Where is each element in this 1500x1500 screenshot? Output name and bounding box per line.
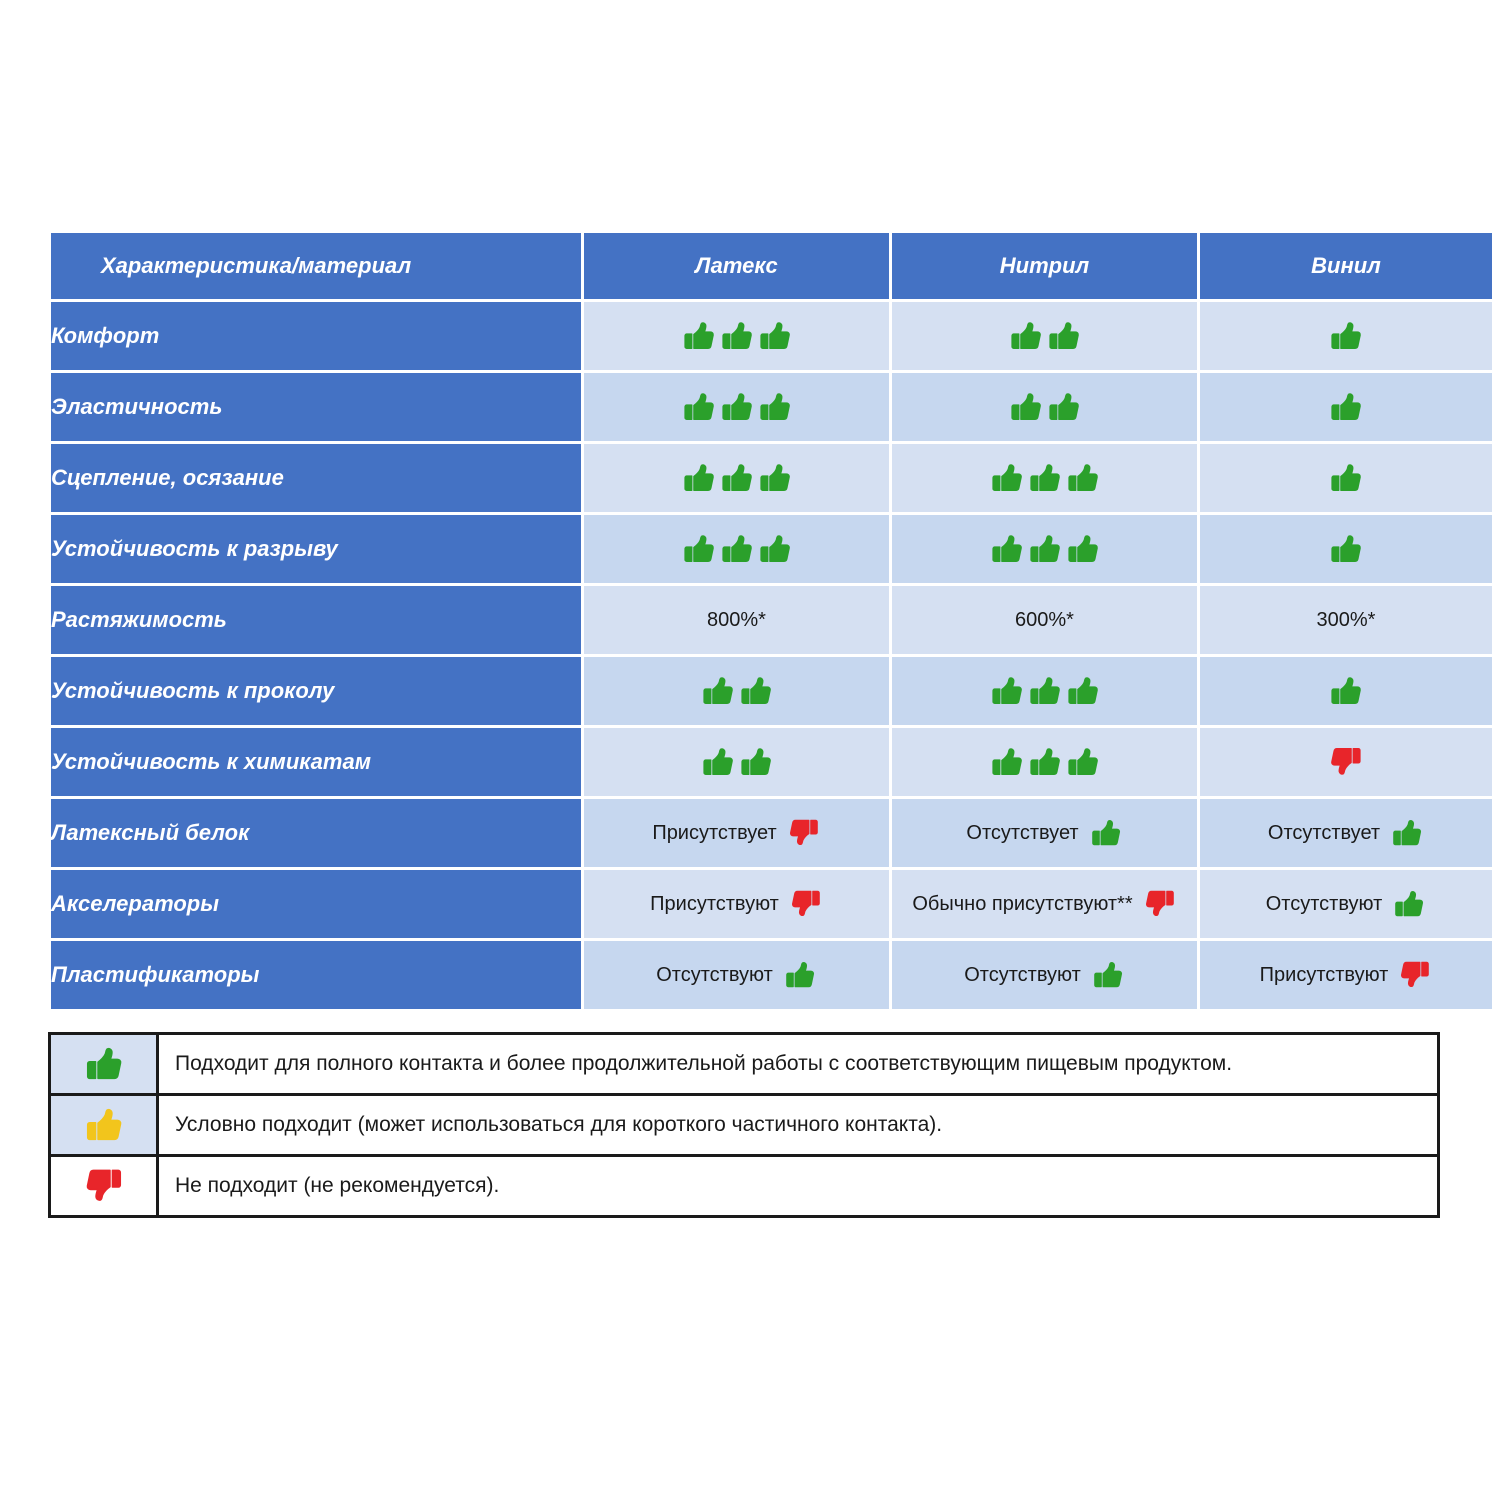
cell-r5-c2 (1200, 657, 1492, 725)
thumb-up-green-icon (1027, 460, 1063, 496)
row-label: Эластичность (51, 373, 581, 441)
row-label: Латексный белок (51, 799, 581, 867)
cell-value: 800%* (707, 608, 766, 631)
cell-r8-c2 (1200, 870, 1492, 938)
row-label: Комфорт (51, 302, 581, 370)
thumb-up-green-icon (757, 531, 793, 567)
table-row (51, 941, 1492, 1009)
table-row (51, 444, 1492, 512)
cell-r1-c2 (1200, 373, 1492, 441)
thumb-up-yellow-icon (83, 1104, 125, 1146)
row-label: Растяжимость (51, 586, 581, 654)
rating-thumbs (1200, 673, 1492, 709)
cell-value-with-icon (1200, 958, 1492, 992)
column-header-vinyl: Винил (1200, 233, 1492, 299)
table-row (51, 799, 1492, 867)
rating-thumbs (892, 318, 1197, 354)
cell-r8-c0 (584, 870, 889, 938)
thumb-down-red-icon (1143, 887, 1177, 921)
rating-thumbs (892, 673, 1197, 709)
thumb-up-green-icon (1008, 389, 1044, 425)
thumb-up-green-icon (1008, 318, 1044, 354)
cell-value: Присутствуют (1259, 963, 1389, 986)
thumb-up-green-icon (83, 1043, 125, 1085)
cell-value-with-icon (584, 816, 889, 850)
thumb-up-green-icon (1027, 744, 1063, 780)
row-label: Устойчивость к проколу (51, 657, 581, 725)
thumb-up-green-icon (719, 318, 755, 354)
cell-r0-c2 (1200, 302, 1492, 370)
legend-icon-thumb-up-green (51, 1035, 159, 1093)
legend-icon-thumb-up-yellow (51, 1096, 159, 1154)
cell-r9-c1 (892, 941, 1197, 1009)
rating-thumbs (892, 460, 1197, 496)
cell-value: Обычно присутствуют** (912, 892, 1133, 915)
cell-r5-c1 (892, 657, 1197, 725)
table-header (51, 233, 1492, 299)
cell-r6-c1 (892, 728, 1197, 796)
thumb-down-red-icon (83, 1165, 125, 1207)
cell-r0-c1 (892, 302, 1197, 370)
row-label: Устойчивость к химикатам (51, 728, 581, 796)
cell-value: Отсутствуют (1265, 892, 1383, 915)
rating-thumbs (892, 531, 1197, 567)
rating-thumbs (584, 744, 889, 780)
cell-value: 600%* (1015, 608, 1074, 631)
cell-r5-c0 (584, 657, 889, 725)
thumb-up-green-icon (1390, 816, 1424, 850)
thumb-up-green-icon (1089, 816, 1123, 850)
thumb-up-green-icon (757, 318, 793, 354)
thumb-up-green-icon (757, 389, 793, 425)
thumb-up-green-icon (700, 673, 736, 709)
column-header-nitrile: Нитрил (892, 233, 1197, 299)
thumb-up-green-icon (1065, 673, 1101, 709)
rating-thumbs (1200, 460, 1492, 496)
thumb-up-green-icon (989, 531, 1025, 567)
legend-icon-thumb-down-red (51, 1157, 159, 1215)
cell-value: Отсутствуют (964, 963, 1081, 986)
column-header-characteristic: Характеристика/материал (51, 233, 581, 299)
cell-value: 300%* (1316, 608, 1376, 631)
cell-r2-c1 (892, 444, 1197, 512)
column-header-latex: Латекс (584, 233, 889, 299)
cell-r4-c2 (1200, 586, 1492, 654)
thumb-up-green-icon (1065, 460, 1101, 496)
thumb-up-green-icon (681, 531, 717, 567)
cell-r0-c0 (584, 302, 889, 370)
cell-r9-c0 (584, 941, 889, 1009)
thumb-up-green-icon (1065, 744, 1101, 780)
cell-value-with-icon (892, 887, 1197, 921)
thumb-up-green-icon (1328, 531, 1364, 567)
thumb-up-green-icon (700, 744, 736, 780)
cell-r9-c2 (1200, 941, 1492, 1009)
thumb-down-red-icon (789, 887, 823, 921)
cell-value-with-icon (1200, 887, 1492, 921)
thumb-up-green-icon (1046, 318, 1082, 354)
thumb-up-green-icon (738, 673, 774, 709)
legend-text-conditional: Условно подходит (может использоваться для короткого частичного контакта). (175, 1113, 943, 1136)
rating-thumbs (892, 744, 1197, 780)
thumb-up-green-icon (1065, 531, 1101, 567)
cell-r3-c0 (584, 515, 889, 583)
rating-thumbs (892, 389, 1197, 425)
rating-thumbs (584, 389, 889, 425)
table-row (51, 515, 1492, 583)
thumb-up-green-icon (757, 460, 793, 496)
cell-value-with-icon (584, 958, 889, 992)
cell-r6-c0 (584, 728, 889, 796)
table-row (51, 302, 1492, 370)
thumb-up-green-icon (719, 531, 755, 567)
cell-r7-c1 (892, 799, 1197, 867)
legend-row-not-suitable (51, 1157, 1437, 1215)
thumb-up-green-icon (1392, 887, 1426, 921)
thumb-up-green-icon (738, 744, 774, 780)
rating-thumbs (584, 318, 889, 354)
thumb-up-green-icon (1091, 958, 1125, 992)
thumb-up-green-icon (783, 958, 817, 992)
table-row (51, 373, 1492, 441)
rating-thumbs (584, 460, 889, 496)
table-row (51, 870, 1492, 938)
thumb-up-green-icon (681, 389, 717, 425)
cell-value-with-icon (1200, 816, 1492, 850)
row-label: Пластификаторы (51, 941, 581, 1009)
thumb-up-green-icon (1328, 389, 1364, 425)
rating-thumbs (1200, 531, 1492, 567)
cell-value: Присутствует (652, 821, 777, 844)
legend-text-not-suitable: Не подходит (не рекомендуется). (175, 1174, 500, 1197)
cell-r7-c0 (584, 799, 889, 867)
materials-comparison-table (48, 230, 1495, 1012)
thumb-down-red-icon (1328, 744, 1364, 780)
cell-r3-c2 (1200, 515, 1492, 583)
cell-r1-c0 (584, 373, 889, 441)
cell-value-with-icon (584, 887, 889, 921)
cell-value: Отсутствует (966, 821, 1079, 844)
cell-r2-c2 (1200, 444, 1492, 512)
cell-r3-c1 (892, 515, 1197, 583)
cell-value: Отсутствует (1267, 821, 1381, 844)
thumb-down-red-icon (787, 816, 821, 850)
cell-r1-c1 (892, 373, 1197, 441)
legend-box (48, 1032, 1440, 1218)
cell-r8-c1 (892, 870, 1197, 938)
thumb-up-green-icon (719, 389, 755, 425)
thumb-up-green-icon (681, 460, 717, 496)
thumb-up-green-icon (1027, 531, 1063, 567)
table-row (51, 586, 1492, 654)
row-label: Устойчивость к разрыву (51, 515, 581, 583)
cell-r4-c1 (892, 586, 1197, 654)
thumb-up-green-icon (1328, 460, 1364, 496)
cell-value: Отсутствуют (656, 963, 773, 986)
row-label: Сцепление, осязание (51, 444, 581, 512)
cell-value-with-icon (892, 816, 1197, 850)
rating-thumbs (1200, 318, 1492, 354)
rating-thumbs (584, 673, 889, 709)
table-body (51, 302, 1492, 1009)
cell-value-with-icon (892, 958, 1197, 992)
cell-r2-c0 (584, 444, 889, 512)
thumb-down-red-icon (1398, 958, 1432, 992)
thumb-up-green-icon (989, 460, 1025, 496)
thumb-up-green-icon (1046, 389, 1082, 425)
table-header-row (51, 233, 1492, 299)
rating-thumbs (584, 531, 889, 567)
table-row (51, 728, 1492, 796)
cell-r4-c0 (584, 586, 889, 654)
row-label: Акселераторы (51, 870, 581, 938)
thumb-up-green-icon (989, 673, 1025, 709)
thumb-up-green-icon (719, 460, 755, 496)
cell-r7-c2 (1200, 799, 1492, 867)
thumb-up-green-icon (681, 318, 717, 354)
thumb-up-green-icon (1027, 673, 1063, 709)
legend-row-suitable (51, 1035, 1437, 1096)
cell-r6-c2 (1200, 728, 1492, 796)
cell-value: Присутствуют (650, 892, 779, 915)
legend-text-suitable: Подходит для полного контакта и более продолжительной работы с соответствующим пищевым продуктом. (175, 1052, 1233, 1075)
rating-thumbs (1200, 389, 1492, 425)
table-row (51, 657, 1492, 725)
thumb-up-green-icon (1328, 673, 1364, 709)
thumb-up-green-icon (989, 744, 1025, 780)
comparison-sheet (48, 230, 1448, 1012)
legend-row-conditional (51, 1096, 1437, 1157)
rating-thumbs (1200, 744, 1492, 780)
thumb-up-green-icon (1328, 318, 1364, 354)
